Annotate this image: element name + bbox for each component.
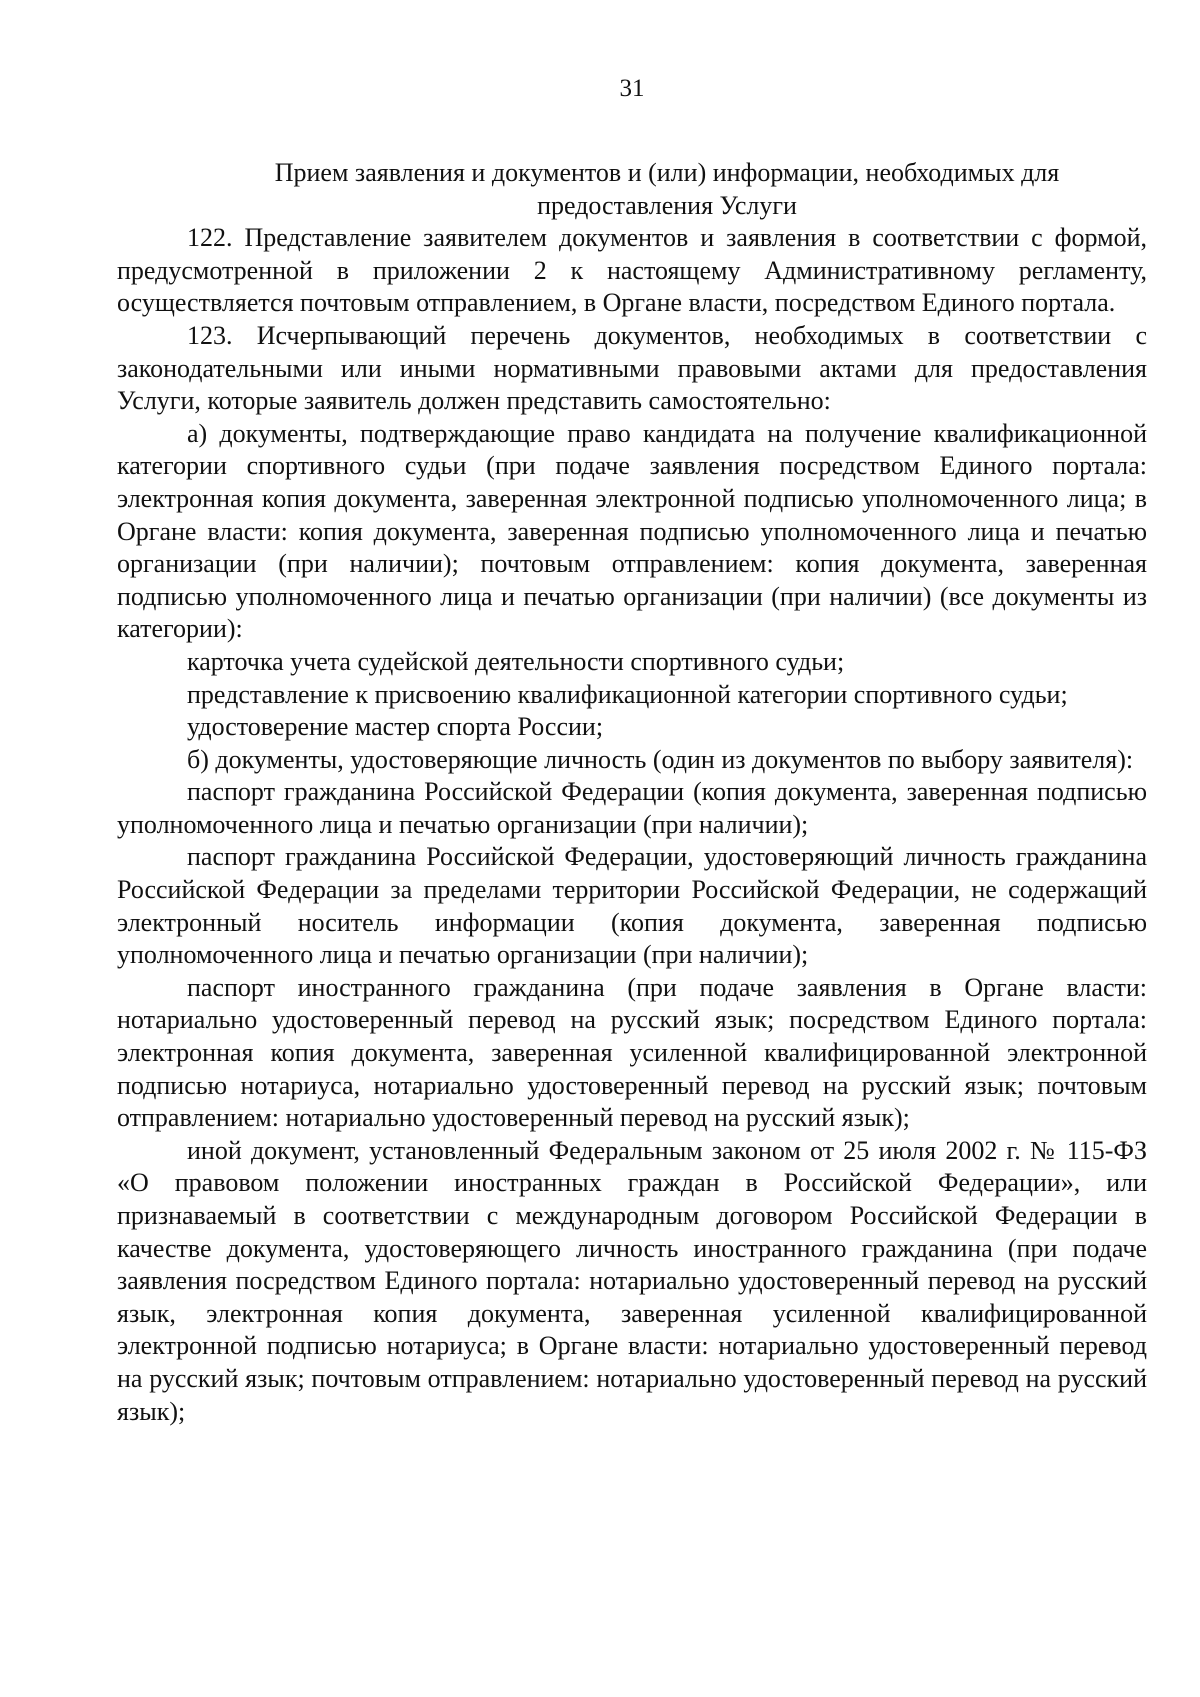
list-item-foreign-travel-passport: паспорт гражданина Российской Федерации, удостоверяющий личность гражданина Российской Федерации за пределами территории Российской Федерации, не содержащий электронный носитель информации (копия документа, заверенная подписью уполномоченного лица и печатью организации (при наличии); — [117, 842, 1147, 970]
page-number: 31 — [619, 75, 645, 102]
list-item-judge-card: карточка учета судейской деятельности спортивного судьи; — [187, 646, 845, 676]
list-item-other-document: иной документ, установленный Федеральным законом от 25 июля 2002 г. № 115-ФЗ «О правовом положении иностранных граждан в Российской Федерации», или признаваемый в соответствии с международным договором Российской Федерации в качестве документа, удостоверяющего личность иностранного гражданина (при подаче заявления посредством Единого портала: нотариально удостоверенный перевод на русский язык, электронная копия документа, заверенная усиленной квалифицированной электронной подписью нотариуса; в Органе власти: нотариально удостоверенный перевод на русский язык; почтовым отправлением: нотариально удостоверенный перевод на русский язык); — [117, 1135, 1147, 1426]
section-heading-line-1: Прием заявления и документов и (или) информации, необходимых для — [274, 158, 1060, 187]
section-heading — [117, 157, 1147, 222]
section-heading-line-2: предоставления Услуги — [537, 190, 797, 220]
list-item-master-of-sports: удостоверение мастер спорта России; — [187, 712, 604, 742]
document-body — [117, 157, 1147, 1428]
list-item-rf-passport: паспорт гражданина Российской Федерации (копия документа, заверенная подписью уполномоченного лица и печатью организации (при наличии); — [117, 777, 1147, 839]
paragraph-122: 122. Представление заявителем документов и заявления в соответствии с формой, предусмотренной в приложении 2 к настоящему Административному регламенту, осуществляется почтовым отправлением, в Органе власти, посредством Единого портала. — [117, 223, 1147, 318]
paragraph-item-a: а) документы, подтверждающие право кандидата на получение квалификационной категории спортивного судьи (при подаче заявления посредством Единого портала: электронная копия документа, заверенная электронной подписью уполномоченного лица; в Органе власти: копия документа, заверенная подписью уполномоченного лица и печатью организации (при наличии); почтовым отправлением: копия документа, заверенная подписью уполномоченного лица и печатью организации (при наличии) (все документы из категории): — [117, 418, 1147, 644]
paragraph-123: 123. Исчерпывающий перечень документов, необходимых в соответствии с законодательными или иными нормативными правовыми актами для предоставления Услуги, которые заявитель должен представить самостоятельно: — [117, 320, 1147, 416]
list-item-foreign-citizen-passport: паспорт иностранного гражданина (при подаче заявления в Органе власти: нотариально удостоверенный перевод на русский язык; посредством Единого портала: электронная копия документа, заверенная усиленной квалифицированной электронной подписью нотариуса, нотариально удостоверенный перевод на русский язык; почтовым отправлением: нотариально удостоверенный перевод на русский язык); — [117, 972, 1147, 1133]
paragraph-item-b: б) документы, удостоверяющие личность (один из документов по выбору заявителя): — [187, 744, 1134, 774]
list-item-category-submission: представление к присвоению квалификационной категории спортивного судьи; — [187, 679, 1068, 709]
